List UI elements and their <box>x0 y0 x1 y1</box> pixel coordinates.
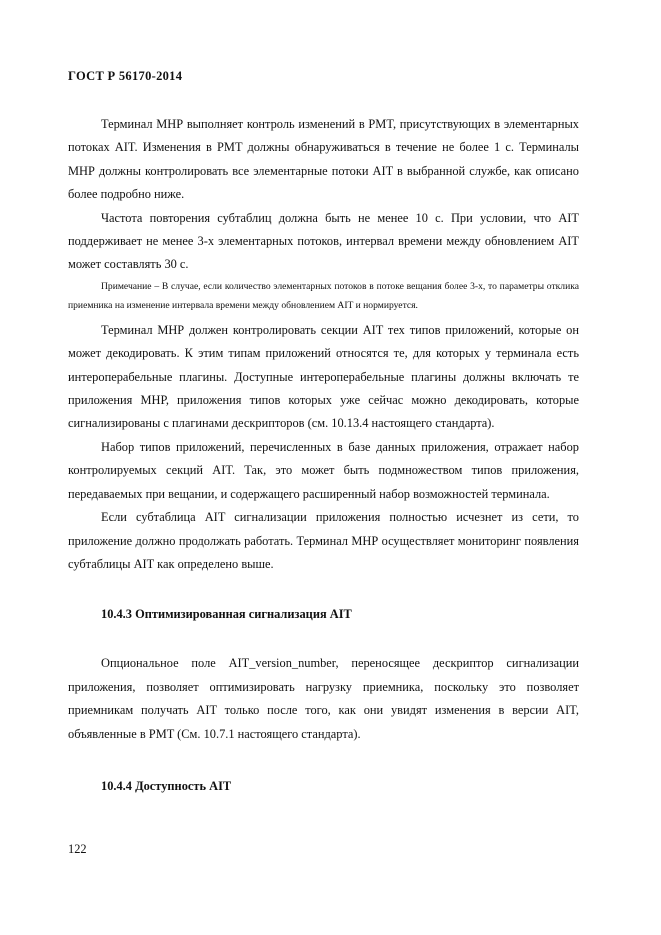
paragraph-application-types: Терминал МНР должен контролировать секции AIT тех типов приложений, которые он может декодировать. К этим типам приложений относятся те, для которых у терминала есть интероперабельные плагины. Доступные интероперабельные плагины должны включать те приложения МНР, приложения типов которых уже сейчас можно декодировать, которые сигнализированы с плагинами дескрипторов (см. 10.13.4 настоящего стандарта). <box>68 322 579 431</box>
note: Примечание – В случае, если количество элементарных потоков в потоке вещания более 3-х, то параметры отклика приемника на изменение интервала времени между обновлением AIT и нормируется. <box>68 280 579 311</box>
section-heading-10-4-3: 10.4.3 Оптимизированная сигнализация AIT <box>101 607 352 622</box>
paragraph-types-set: Набор типов приложений, перечисленных в базе данных приложения, отражает набор контролируемых секций AIT. Так, это может быть подмножеством типов приложения, передаваемых при вещании, и содержащего расширенный набор возможностей терминала. <box>68 439 579 501</box>
paragraph-pmt-monitoring: Терминал МНР выполняет контроль изменений в PMT, присутствующих в элементарных потоках AIT. Изменения в PMT должны обнаруживаться в течение не более 1 с. Терминалы МНР должны контролировать все элементарные потоки AIT в выбранной службе, как описано более подробно ниже. <box>68 117 579 202</box>
page-number: 122 <box>68 842 87 856</box>
standard-header: ГОСТ Р 56170-2014 <box>68 69 183 83</box>
spacer <box>68 576 579 604</box>
page-body <box>68 113 579 796</box>
spacer <box>68 624 579 652</box>
paragraph-subtable-disappearance: Если субтаблица AIT сигнализации приложения полностью исчезнет из сети, то приложение должно продолжать работать. Терминал МНР осуществляет мониторинг появления субтаблицы AIT как определено выше. <box>68 510 579 571</box>
paragraph-subtable-frequency: Частота повторения субтаблиц должна быть не менее 10 с. При условии, что AIT поддерживает не менее 3-х элементарных потоков, интервал времени между обновлением AIT может составлять 30 с. <box>68 210 579 272</box>
paragraph-optimized-signalling: Опциональное поле AIT_version_number, переносящее дескриптор сигнализации приложения, позволяет оптимизировать нагрузку приемника, поскольку это позволяет приемникам получать AIT только после того, как они увидят изменения в версии AIT, объявленные в PMT (См. 10.7.1 настоящего стандарта). <box>68 656 579 741</box>
spacer <box>68 746 579 776</box>
section-heading-10-4-4: 10.4.4 Доступность AIT <box>101 778 232 793</box>
